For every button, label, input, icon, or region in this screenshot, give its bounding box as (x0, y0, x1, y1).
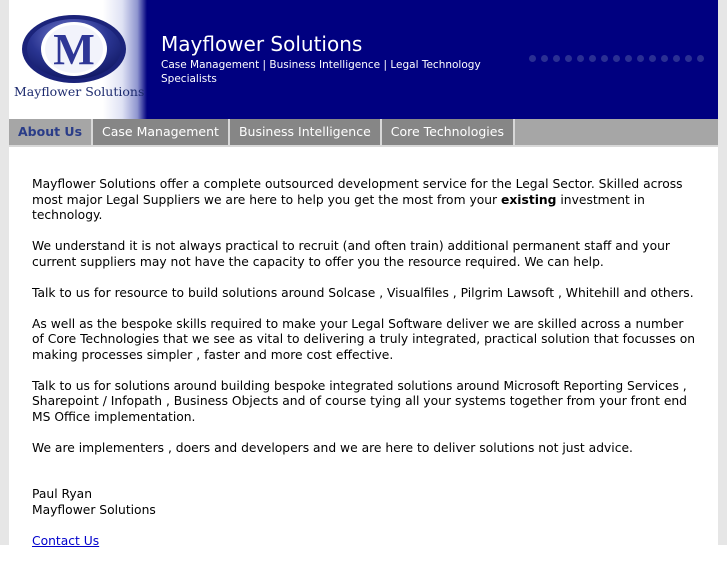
dot-icon (553, 55, 560, 62)
implementers-paragraph: We are implementers , doers and developers and we are here to deliver solutions not just advice. (32, 440, 633, 455)
suppliers-paragraph: Talk to us for resource to build solutions around Solcase , Visualfiles , Pilgrim Lawsoft , Whitehill and others. (32, 285, 694, 300)
main-content (32, 177, 697, 565)
intro-text-end: investment in technology. (32, 192, 645, 222)
dot-icon (673, 55, 680, 62)
logo-emblem-icon (21, 14, 127, 84)
main-nav (9, 119, 718, 147)
site-header (9, 0, 718, 119)
nav-item-core-technologies[interactable]: Core Technologies (382, 119, 515, 145)
dot-icon (685, 55, 692, 62)
contact-us-link[interactable]: Contact Us (32, 533, 100, 548)
page-frame-right (718, 0, 727, 545)
nav-item-about-us[interactable]: About Us (9, 119, 93, 145)
dot-icon (625, 55, 632, 62)
intro-emphasis: existing (501, 192, 557, 207)
intro-text: Mayflower Solutions offer a complete outsourced development service for the Legal Sector. Skilled across most major Legal Suppliers we are here to help you get the most from your (32, 177, 683, 207)
logo[interactable] (9, 0, 147, 119)
spacer (32, 472, 697, 488)
dot-icon (649, 55, 656, 62)
dot-icon (589, 55, 596, 62)
dot-icon (577, 55, 584, 62)
tagline: Case Management | Business Intelligence | Legal Technology Specialists (161, 59, 481, 85)
dot-icon (613, 55, 620, 62)
logo-text: Mayflower Solutions (14, 84, 145, 99)
decorative-dots (529, 55, 704, 62)
dot-icon (565, 55, 572, 62)
signature-name: Paul Ryan (32, 487, 92, 501)
dot-icon (661, 55, 668, 62)
intro-paragraph (32, 177, 697, 224)
core-tech-paragraph: As well as the bespoke skills required to make your Legal Software deliver we are skilled across a number of Core Technologies that we see as vital to delivering a truly integrated, practical solution that focusses on making processes simpler , faster and more cost effective. (32, 316, 696, 362)
signature-company: Mayflower Solutions (32, 502, 156, 517)
site-title: Mayflower Solutions (161, 32, 363, 56)
logo-letter: M (53, 25, 95, 74)
dot-icon (697, 55, 704, 62)
nav-item-case-management[interactable]: Case Management (93, 119, 230, 145)
integration-paragraph: Talk to us for solutions around building bespoke integrated solutions around Microsoft Reporting Services , Sharepoint / Infopath , Business Objects and of course tying all your systems together from your front end MS Office implementation. (32, 378, 687, 424)
dot-icon (601, 55, 608, 62)
dot-icon (541, 55, 548, 62)
resource-paragraph: We understand it is not always practical to recruit (and often train) additional permanent staff and your current suppliers may not have the capacity to offer you the resource required. We can help. (32, 239, 670, 269)
nav-item-business-intelligence[interactable]: Business Intelligence (230, 119, 382, 145)
dot-icon (637, 55, 644, 62)
dot-icon (529, 55, 536, 62)
page-frame-left (0, 0, 9, 545)
